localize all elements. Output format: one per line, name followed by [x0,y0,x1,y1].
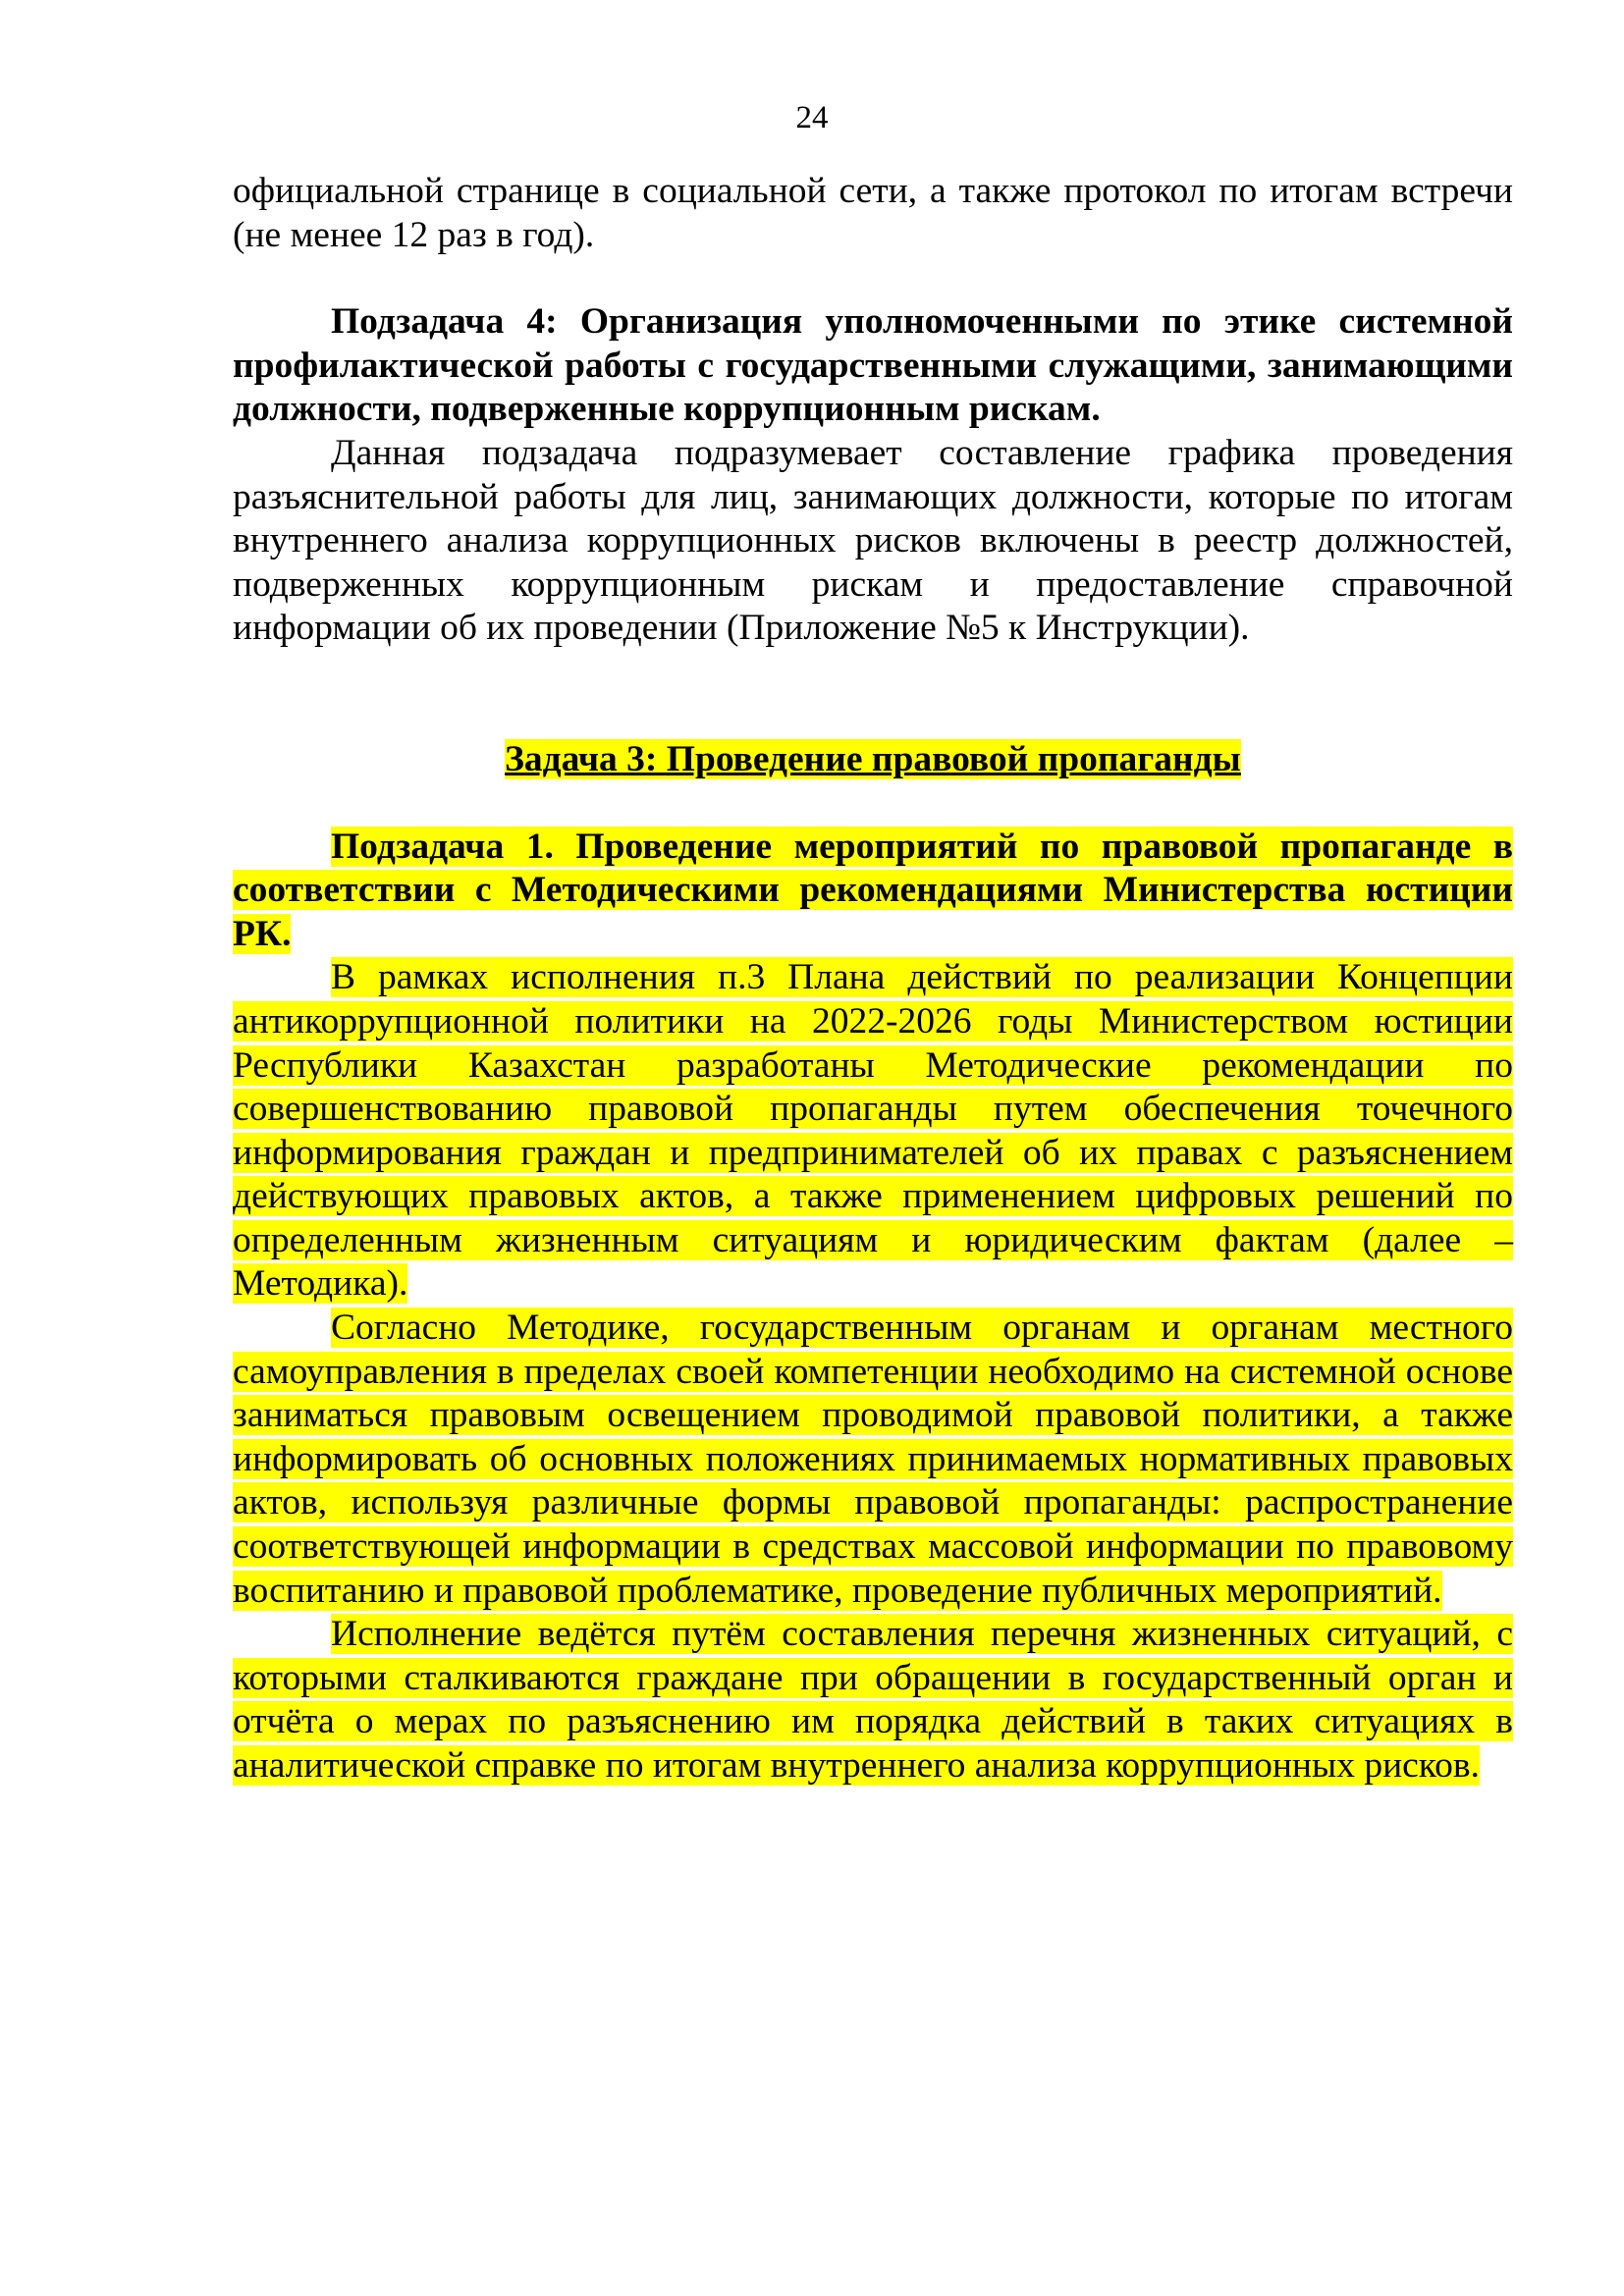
subtask1-paragraph-1 [233,956,1513,1307]
page-content [233,170,1513,1789]
subtask4-heading-text: Подзадача 4: Организация уполномоченными по этике системной профилактической работы с государственными служащими, занимающими должности, подверженные коррупционным рискам. [233,301,1513,430]
subtask1-paragraph-2 [233,1307,1513,1613]
subtask1-paragraph-2-text: Согласно Методике, государственным органам и органам местного самоуправления в пределах своей компетенции необходимо на системной основе заниматься правовым освещением проводимой правовой политики, а также информировать об основных положениях принимаемых нормативных правовых актов, используя различные формы правовой пропаганды: распространение соответствующей информации в средствах массовой информации по правовому воспитанию и правовой проблематике, проведение публичных мероприятий. [233,1308,1513,1611]
spacer [233,782,1513,826]
subtask4-body-text: Данная подзадача подразумевает составление графика проведения разъяснительной работы для лиц, занимающих должности, которые по итогам внутреннего анализа коррупционных рисков включены в реестр должностей, подверженных коррупционным рискам и предоставление справочной информации об их проведении (Приложение №5 к Инструкции). [233,432,1513,649]
continuation-paragraph [233,170,1513,257]
subtask1-paragraph-3-text: Исполнение ведётся путём составления перечня жизненных ситуаций, с которыми сталкиваются граждане при обращении в государственный орган и отчёта о мерах по разъяснению им порядка действий в таких ситуациях в аналитической справке по итогам внутреннего анализа коррупционных рисков. [233,1614,1513,1786]
subtask1-heading [233,826,1513,957]
continuation-text: официальной странице в социальной сети, а также протокол по итогам встречи (не менее 12 раз в год). [233,171,1513,255]
task3-heading-text: Задача 3: Проведение правовой пропаганды [505,738,1241,779]
subtask1-paragraph-3 [233,1613,1513,1788]
spacer [233,257,1513,300]
page-number: 24 [795,100,829,135]
subtask1-heading-text: Подзадача 1. Проведение мероприятий по правовой пропаганде в соответствии с Методическими рекомендациями Министерства юстиции РК. [233,826,1513,954]
spacer [233,651,1513,738]
subtask4-body [233,432,1513,651]
subtask4-heading [233,300,1513,432]
task3-heading [233,738,1513,782]
subtask1-paragraph-1-text: В рамках исполнения п.3 Плана действий по реализации Концепции антикоррупционной политики на 2022-2026 годы Министерством юстиции Республики Казахстан разработаны Методические рекомендации по совершенствованию правовой пропаганды путем обеспечения точечного информирования граждан и предпринимателей об их правах с разъяснением действующих правовых актов, а также применением цифровых решений по определенным жизненным ситуациям и юридическим фактам (далее – Методика). [233,957,1513,1305]
